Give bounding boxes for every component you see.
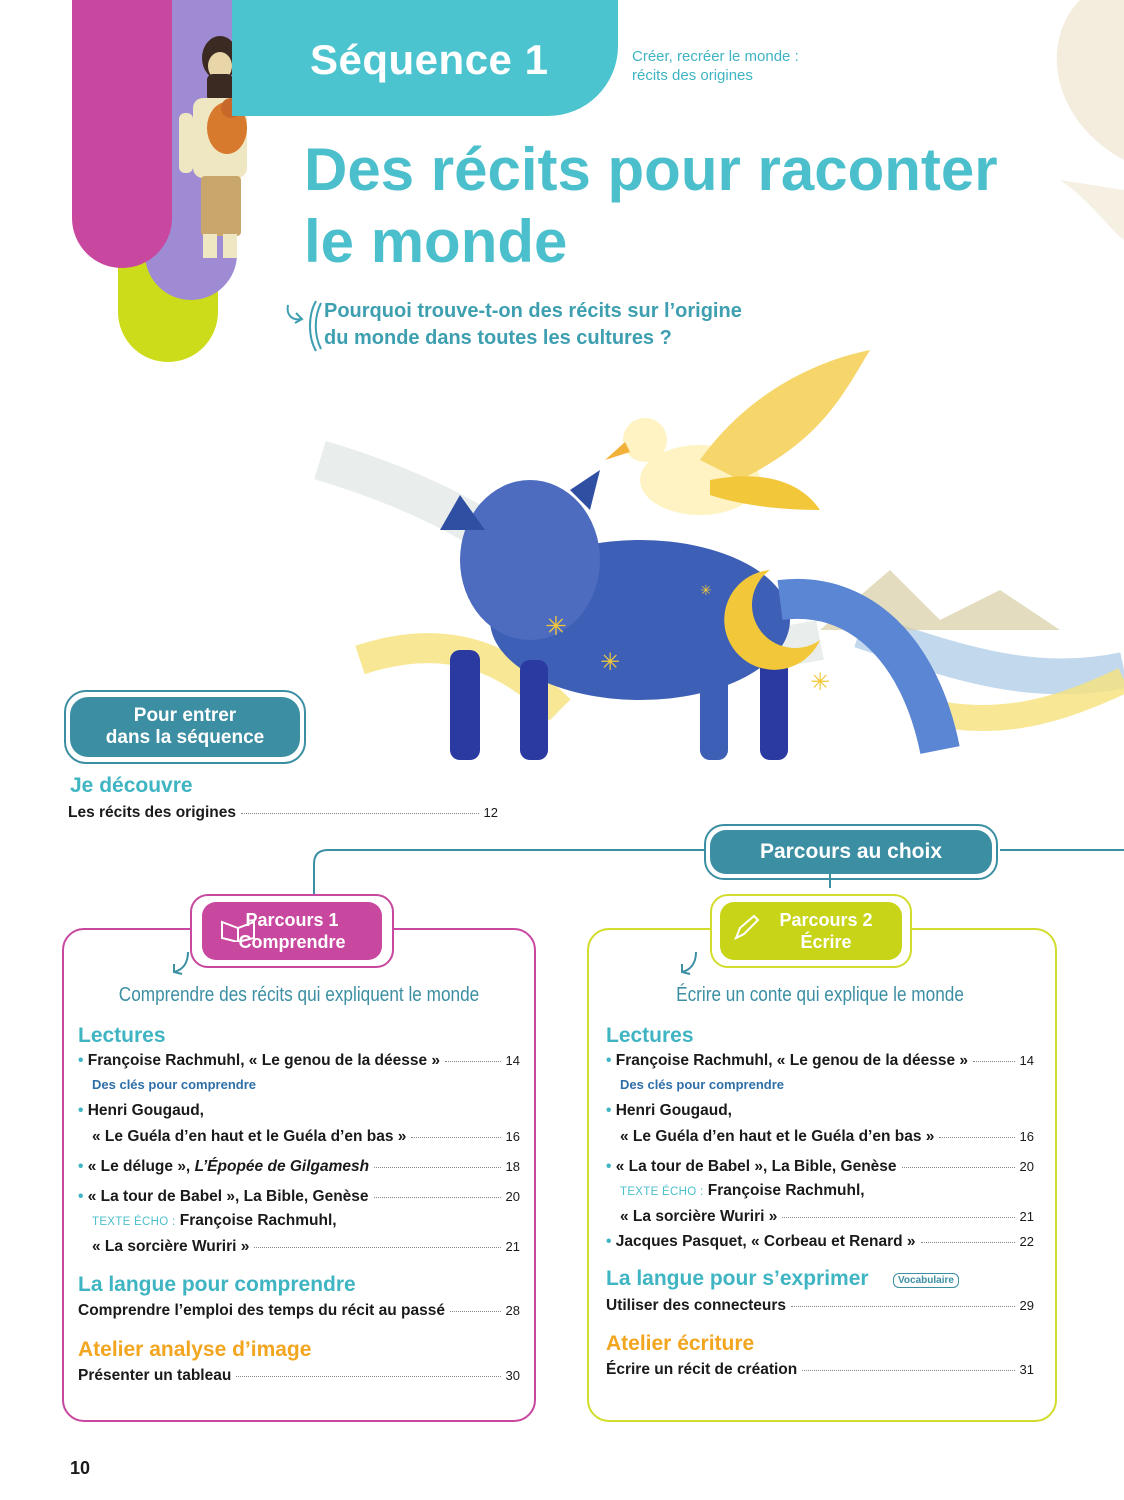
page-title-line1: Des récits pour raconter	[304, 136, 998, 203]
toc-entry[interactable]	[78, 1302, 520, 1320]
toc-page-number: 29	[1019, 1298, 1034, 1313]
toc-leader-dots	[450, 1311, 501, 1312]
bullet-icon: •	[78, 1052, 88, 1069]
toc-leader-dots	[374, 1167, 500, 1168]
bullet-icon: •	[606, 1158, 616, 1175]
bullet-icon: •	[606, 1052, 616, 1069]
toc-leader-dots	[973, 1061, 1014, 1062]
toc-page-number: 16	[1019, 1129, 1034, 1144]
toc-entry[interactable]	[92, 1212, 520, 1230]
wolf-and-bird-illustration	[300, 330, 1124, 820]
toc-entry-label: Les récits des origines	[68, 804, 236, 821]
parcours2-subtitle: Écrire un conte qui explique le monde	[676, 984, 964, 1006]
toc-entry-label: « La tour de Babel », La Bible, Genèse	[615, 1158, 897, 1175]
intro-label	[70, 697, 300, 757]
echo-label: TEXTE ÉCHO :	[620, 1186, 704, 1198]
toc-entry-label: Présenter un tableau	[78, 1367, 232, 1384]
toc-page-number: 16	[505, 1129, 520, 1144]
page-title	[304, 134, 998, 278]
toc-leader-dots	[902, 1167, 1015, 1168]
toc-entry-label: Françoise Rachmuhl, « Le genou de la déesse »	[87, 1052, 441, 1069]
bullet-icon: •	[606, 1102, 616, 1119]
sequence-subtitle-line1: Créer, recréer le monde :	[632, 48, 799, 65]
toc-entry-sublabel[interactable]: Des clés pour comprendre	[92, 1077, 256, 1092]
parcours2-tag-line2: Écrire	[800, 932, 852, 952]
toc-entry-label: Comprendre l’emploi des temps du récit au passé	[78, 1302, 445, 1319]
toc-entry-label: « La sorcière Wuriri »	[620, 1208, 778, 1225]
toc-leader-dots	[921, 1242, 1015, 1243]
toc-entry[interactable]	[620, 1208, 1034, 1226]
toc-entry-label: « Le déluge »,	[87, 1158, 191, 1175]
toc-page-number: 21	[505, 1239, 520, 1254]
parcours2-langue-heading: La langue pour s’exprimer	[606, 1267, 869, 1290]
decorative-ribbon-pink	[72, 0, 172, 268]
parcours1-subtitle: Comprendre des récits qui expliquent le monde	[118, 984, 480, 1006]
toc-entry-label: « Le Guéla d’en haut et le Guéla d’en bas »	[92, 1128, 407, 1145]
parcours1-tag-line1: Parcours 1	[245, 910, 339, 930]
sequence-label: Séquence 1	[310, 36, 549, 83]
toc-entry-label: Écrire un récit de création	[606, 1361, 798, 1378]
toc-entry-label: Utiliser des connecteurs	[606, 1297, 787, 1314]
toc-page-number: 21	[1019, 1209, 1034, 1224]
toc-entry-label: Jacques Pasquet, « Corbeau et Renard »	[615, 1233, 916, 1250]
guiding-question-line2: du monde dans toutes les cultures ?	[324, 327, 672, 349]
toc-entry[interactable]	[92, 1238, 520, 1256]
toc-leader-dots	[236, 1376, 500, 1377]
toc-entry-label: Françoise Rachmuhl, « Le genou de la déesse »	[615, 1052, 969, 1069]
parcours2-lectures-heading: Lectures	[606, 1024, 694, 1047]
toc-entry[interactable]	[78, 1158, 520, 1176]
toc-entry-label: « La sorcière Wuriri »	[92, 1238, 250, 1255]
toc-page-number: 31	[1019, 1362, 1034, 1377]
toc-entry-label: Henri Gougaud,	[87, 1102, 204, 1119]
toc-leader-dots	[802, 1370, 1014, 1371]
bullet-icon: •	[78, 1188, 88, 1205]
toc-page-number: 14	[1019, 1053, 1034, 1068]
svg-text:✳: ✳	[545, 612, 567, 642]
vocabulaire-badge: Vocabulaire	[893, 1273, 959, 1288]
toc-leader-dots	[445, 1061, 500, 1062]
toc-page-number: 18	[505, 1159, 520, 1174]
down-arrow-icon	[168, 950, 198, 980]
toc-entry[interactable]	[606, 1052, 1034, 1070]
toc-page-number: 12	[483, 805, 498, 820]
bullet-icon: •	[78, 1102, 88, 1119]
toc-entry[interactable]	[606, 1158, 1034, 1176]
parcours1-tag-line2: Comprendre	[238, 932, 346, 952]
decorative-wash-shape	[1020, 0, 1124, 260]
toc-entry[interactable]	[606, 1297, 1034, 1315]
toc-entry-italic: L’Épopée de Gilgamesh	[194, 1158, 370, 1175]
toc-entry[interactable]	[78, 1367, 520, 1385]
toc-leader-dots	[782, 1217, 1014, 1218]
svg-text:✳: ✳	[600, 648, 621, 676]
svg-text:✳: ✳	[810, 668, 831, 696]
toc-entry-label: Henri Gougaud,	[615, 1102, 732, 1119]
down-arrow-icon	[676, 950, 706, 980]
bullet-icon: •	[78, 1158, 88, 1175]
bullet-icon: •	[606, 1233, 616, 1250]
toc-entry[interactable]	[78, 1102, 520, 1120]
decouvre-heading: Je découvre	[70, 774, 193, 797]
toc-page-number: 14	[505, 1053, 520, 1068]
page-number: 10	[70, 1458, 91, 1478]
toc-entry[interactable]	[92, 1128, 520, 1146]
sequence-subtitle	[632, 47, 799, 85]
toc-entry[interactable]	[606, 1102, 1034, 1120]
echo-label: TEXTE ÉCHO :	[92, 1216, 176, 1228]
toc-leader-dots	[374, 1197, 501, 1198]
toc-page-number: 20	[1019, 1159, 1034, 1174]
toc-page-number: 30	[505, 1368, 520, 1383]
toc-entry-label: « Le Guéla d’en haut et le Guéla d’en bas »	[620, 1128, 935, 1145]
toc-entry[interactable]	[620, 1182, 1034, 1200]
sequence-subtitle-line2: récits des origines	[632, 67, 753, 84]
parcours-choice-label: Parcours au choix	[710, 830, 992, 874]
toc-entry-label: « La tour de Babel », La Bible, Genèse	[87, 1188, 369, 1205]
toc-leader-dots	[939, 1137, 1014, 1138]
toc-entry[interactable]	[606, 1361, 1034, 1379]
toc-entry[interactable]	[78, 1052, 520, 1070]
toc-page-number: 20	[505, 1189, 520, 1204]
toc-entry-recits-origines[interactable]	[68, 804, 498, 822]
parcours2-atelier-heading: Atelier écriture	[606, 1332, 755, 1355]
guiding-question-line1: Pourquoi trouve-t-on des récits sur l’origine	[324, 300, 742, 322]
toc-entry[interactable]	[78, 1188, 520, 1206]
toc-leader-dots	[791, 1306, 1014, 1307]
toc-entry-label: Françoise Rachmuhl,	[179, 1212, 337, 1229]
toc-page-number: 28	[505, 1303, 520, 1318]
svg-text:✳: ✳	[700, 583, 712, 599]
toc-leader-dots	[241, 813, 479, 814]
open-book-icon	[218, 912, 258, 942]
parcours1-lectures-heading: Lectures	[78, 1024, 166, 1047]
toc-entry-sublabel[interactable]: Des clés pour comprendre	[620, 1077, 784, 1092]
pencil-icon	[730, 912, 762, 944]
toc-leader-dots	[411, 1137, 500, 1138]
parcours1-atelier-heading: Atelier analyse d’image	[78, 1338, 312, 1361]
toc-entry[interactable]	[606, 1233, 1034, 1251]
toc-entry[interactable]	[620, 1128, 1034, 1146]
toc-page-number: 22	[1019, 1234, 1034, 1249]
parcours1-langue-heading: La langue pour comprendre	[78, 1273, 356, 1296]
toc-entry-label: Françoise Rachmuhl,	[707, 1182, 865, 1199]
toc-leader-dots	[254, 1247, 500, 1248]
parcours2-tag-line1: Parcours 2	[779, 910, 873, 930]
intro-label-line1: Pour entrer	[133, 705, 237, 726]
intro-label-line2: dans la séquence	[105, 727, 265, 748]
page-title-line2: le monde	[304, 208, 568, 275]
